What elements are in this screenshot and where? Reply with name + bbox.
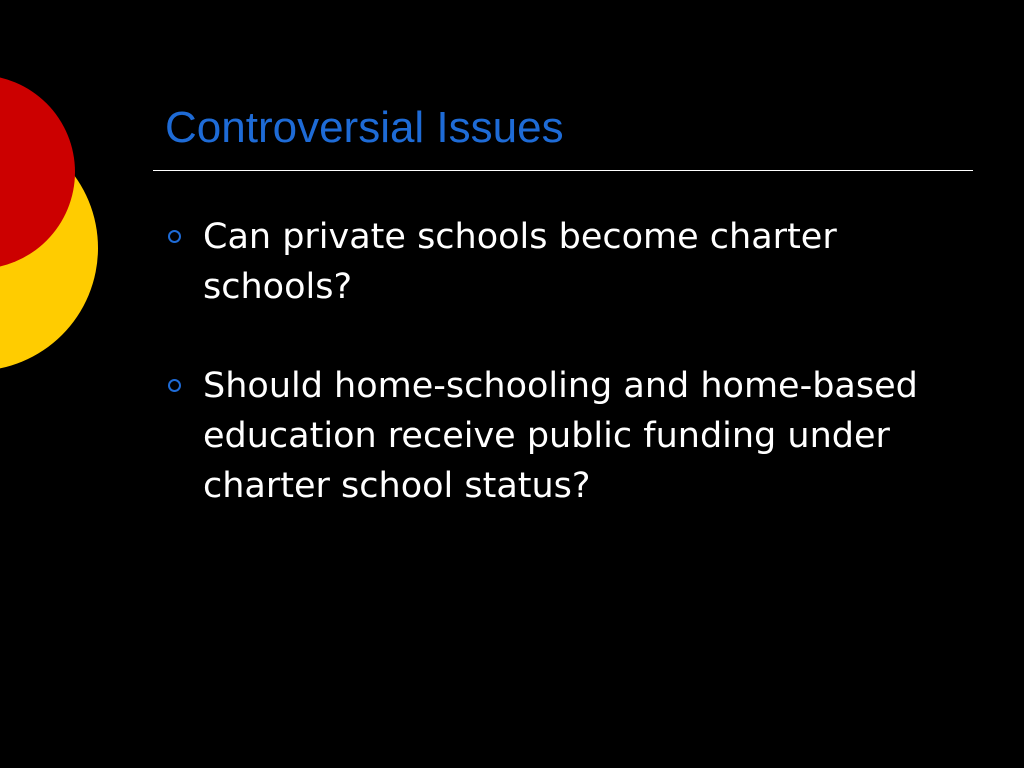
hollow-circle-bullet-icon — [168, 230, 181, 243]
bullet-item — [165, 361, 965, 511]
bullet-text: Can private schools become charter schools? — [203, 217, 837, 307]
slide-title: Controversial Issues — [165, 103, 564, 152]
bullet-text: Should home-schooling and home-based education receive public funding under charter school status? — [203, 366, 918, 506]
hollow-circle-bullet-icon — [168, 379, 181, 392]
title-divider — [153, 170, 973, 171]
decorative-circles — [0, 0, 120, 420]
bullet-item — [165, 212, 965, 312]
bullet-list — [165, 212, 965, 560]
